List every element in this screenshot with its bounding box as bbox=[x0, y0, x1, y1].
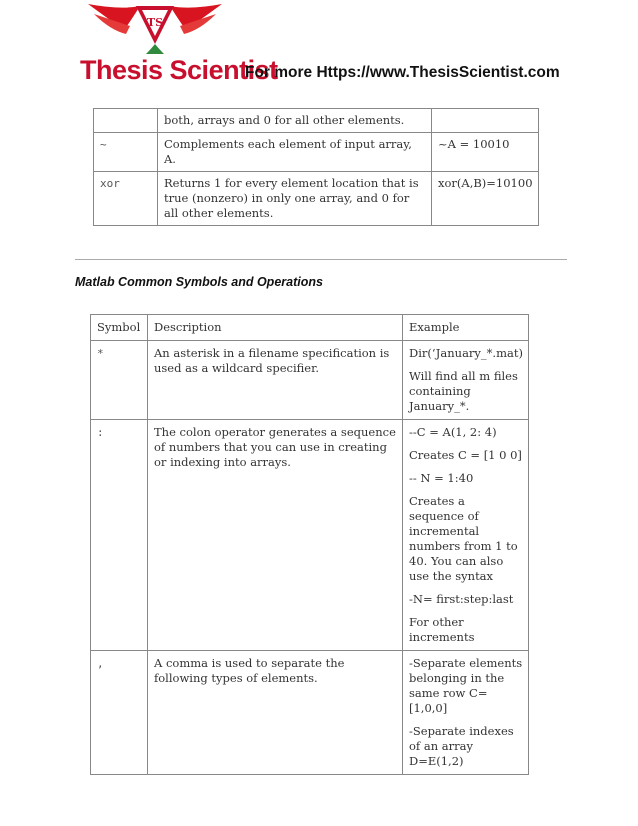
example-line: --C = A(1, 2: 4) bbox=[409, 425, 497, 439]
example-line: -- N = 1:40 bbox=[409, 471, 474, 485]
symbols-table bbox=[90, 314, 529, 775]
example-cell: ~A = 10010 bbox=[432, 133, 539, 172]
example-cell bbox=[403, 651, 529, 775]
example-line: Will find all m files containing January_*. bbox=[409, 369, 518, 413]
example-line: -N= first:step:last bbox=[409, 592, 514, 606]
table-row bbox=[91, 341, 529, 420]
symbol-cell bbox=[94, 109, 158, 133]
table-row bbox=[94, 133, 539, 172]
table-row bbox=[94, 109, 539, 133]
example-cell: xor(A,B)=10100 bbox=[432, 172, 539, 226]
symbol-cell: ~ bbox=[94, 133, 158, 172]
thesis-scientist-logo bbox=[80, 0, 230, 58]
section-divider bbox=[75, 259, 567, 260]
example-cell bbox=[432, 109, 539, 133]
column-header-description: Description bbox=[148, 315, 403, 341]
description-cell: Complements each element of input array, A. bbox=[158, 133, 432, 172]
example-cell bbox=[403, 420, 529, 651]
description-cell: An asterisk in a filename specification is used as a wildcard specifier. bbox=[148, 341, 403, 420]
example-line: Creates a sequence of incremental numbers from 1 to 40. You can also use the syntax bbox=[409, 494, 518, 583]
website-link[interactable]: For more Https://www.ThesisScientist.com bbox=[245, 64, 560, 81]
symbol-cell: xor bbox=[94, 172, 158, 226]
table-row bbox=[94, 172, 539, 226]
table-row bbox=[91, 651, 529, 775]
section-title: Matlab Common Symbols and Operations bbox=[75, 275, 323, 289]
symbol-cell: * bbox=[91, 341, 148, 420]
description-cell: both, arrays and 0 for all other elements. bbox=[158, 109, 432, 133]
operators-table-continued bbox=[93, 108, 539, 226]
logo-monogram: TS bbox=[146, 16, 164, 29]
brand-name: Thesis Scientist bbox=[80, 55, 278, 85]
description-cell: The colon operator generates a sequence of numbers that you can use in creating or indexing into arrays. bbox=[148, 420, 403, 651]
description-cell: Returns 1 for every element location that is true (nonzero) in only one array, and 0 for all other elements. bbox=[158, 172, 432, 226]
column-header-symbol: Symbol bbox=[91, 315, 148, 341]
example-line: -Separate elements belonging in the same row C=[1,0,0] bbox=[409, 656, 523, 715]
table-header-row bbox=[91, 315, 529, 341]
column-header-example: Example bbox=[403, 315, 529, 341]
symbol-cell: : bbox=[91, 420, 148, 651]
symbol-cell: , bbox=[91, 651, 148, 775]
page-header bbox=[0, 0, 638, 92]
example-line: Creates C = [1 0 0] bbox=[409, 448, 522, 462]
example-cell bbox=[403, 341, 529, 420]
table-row bbox=[91, 420, 529, 651]
description-cell: A comma is used to separate the following types of elements. bbox=[148, 651, 403, 775]
example-line: Dir(‘January_*.mat) bbox=[409, 346, 523, 360]
example-line: -Separate indexes of an array D=E(1,2) bbox=[409, 724, 514, 768]
example-line: For other increments bbox=[409, 615, 475, 644]
